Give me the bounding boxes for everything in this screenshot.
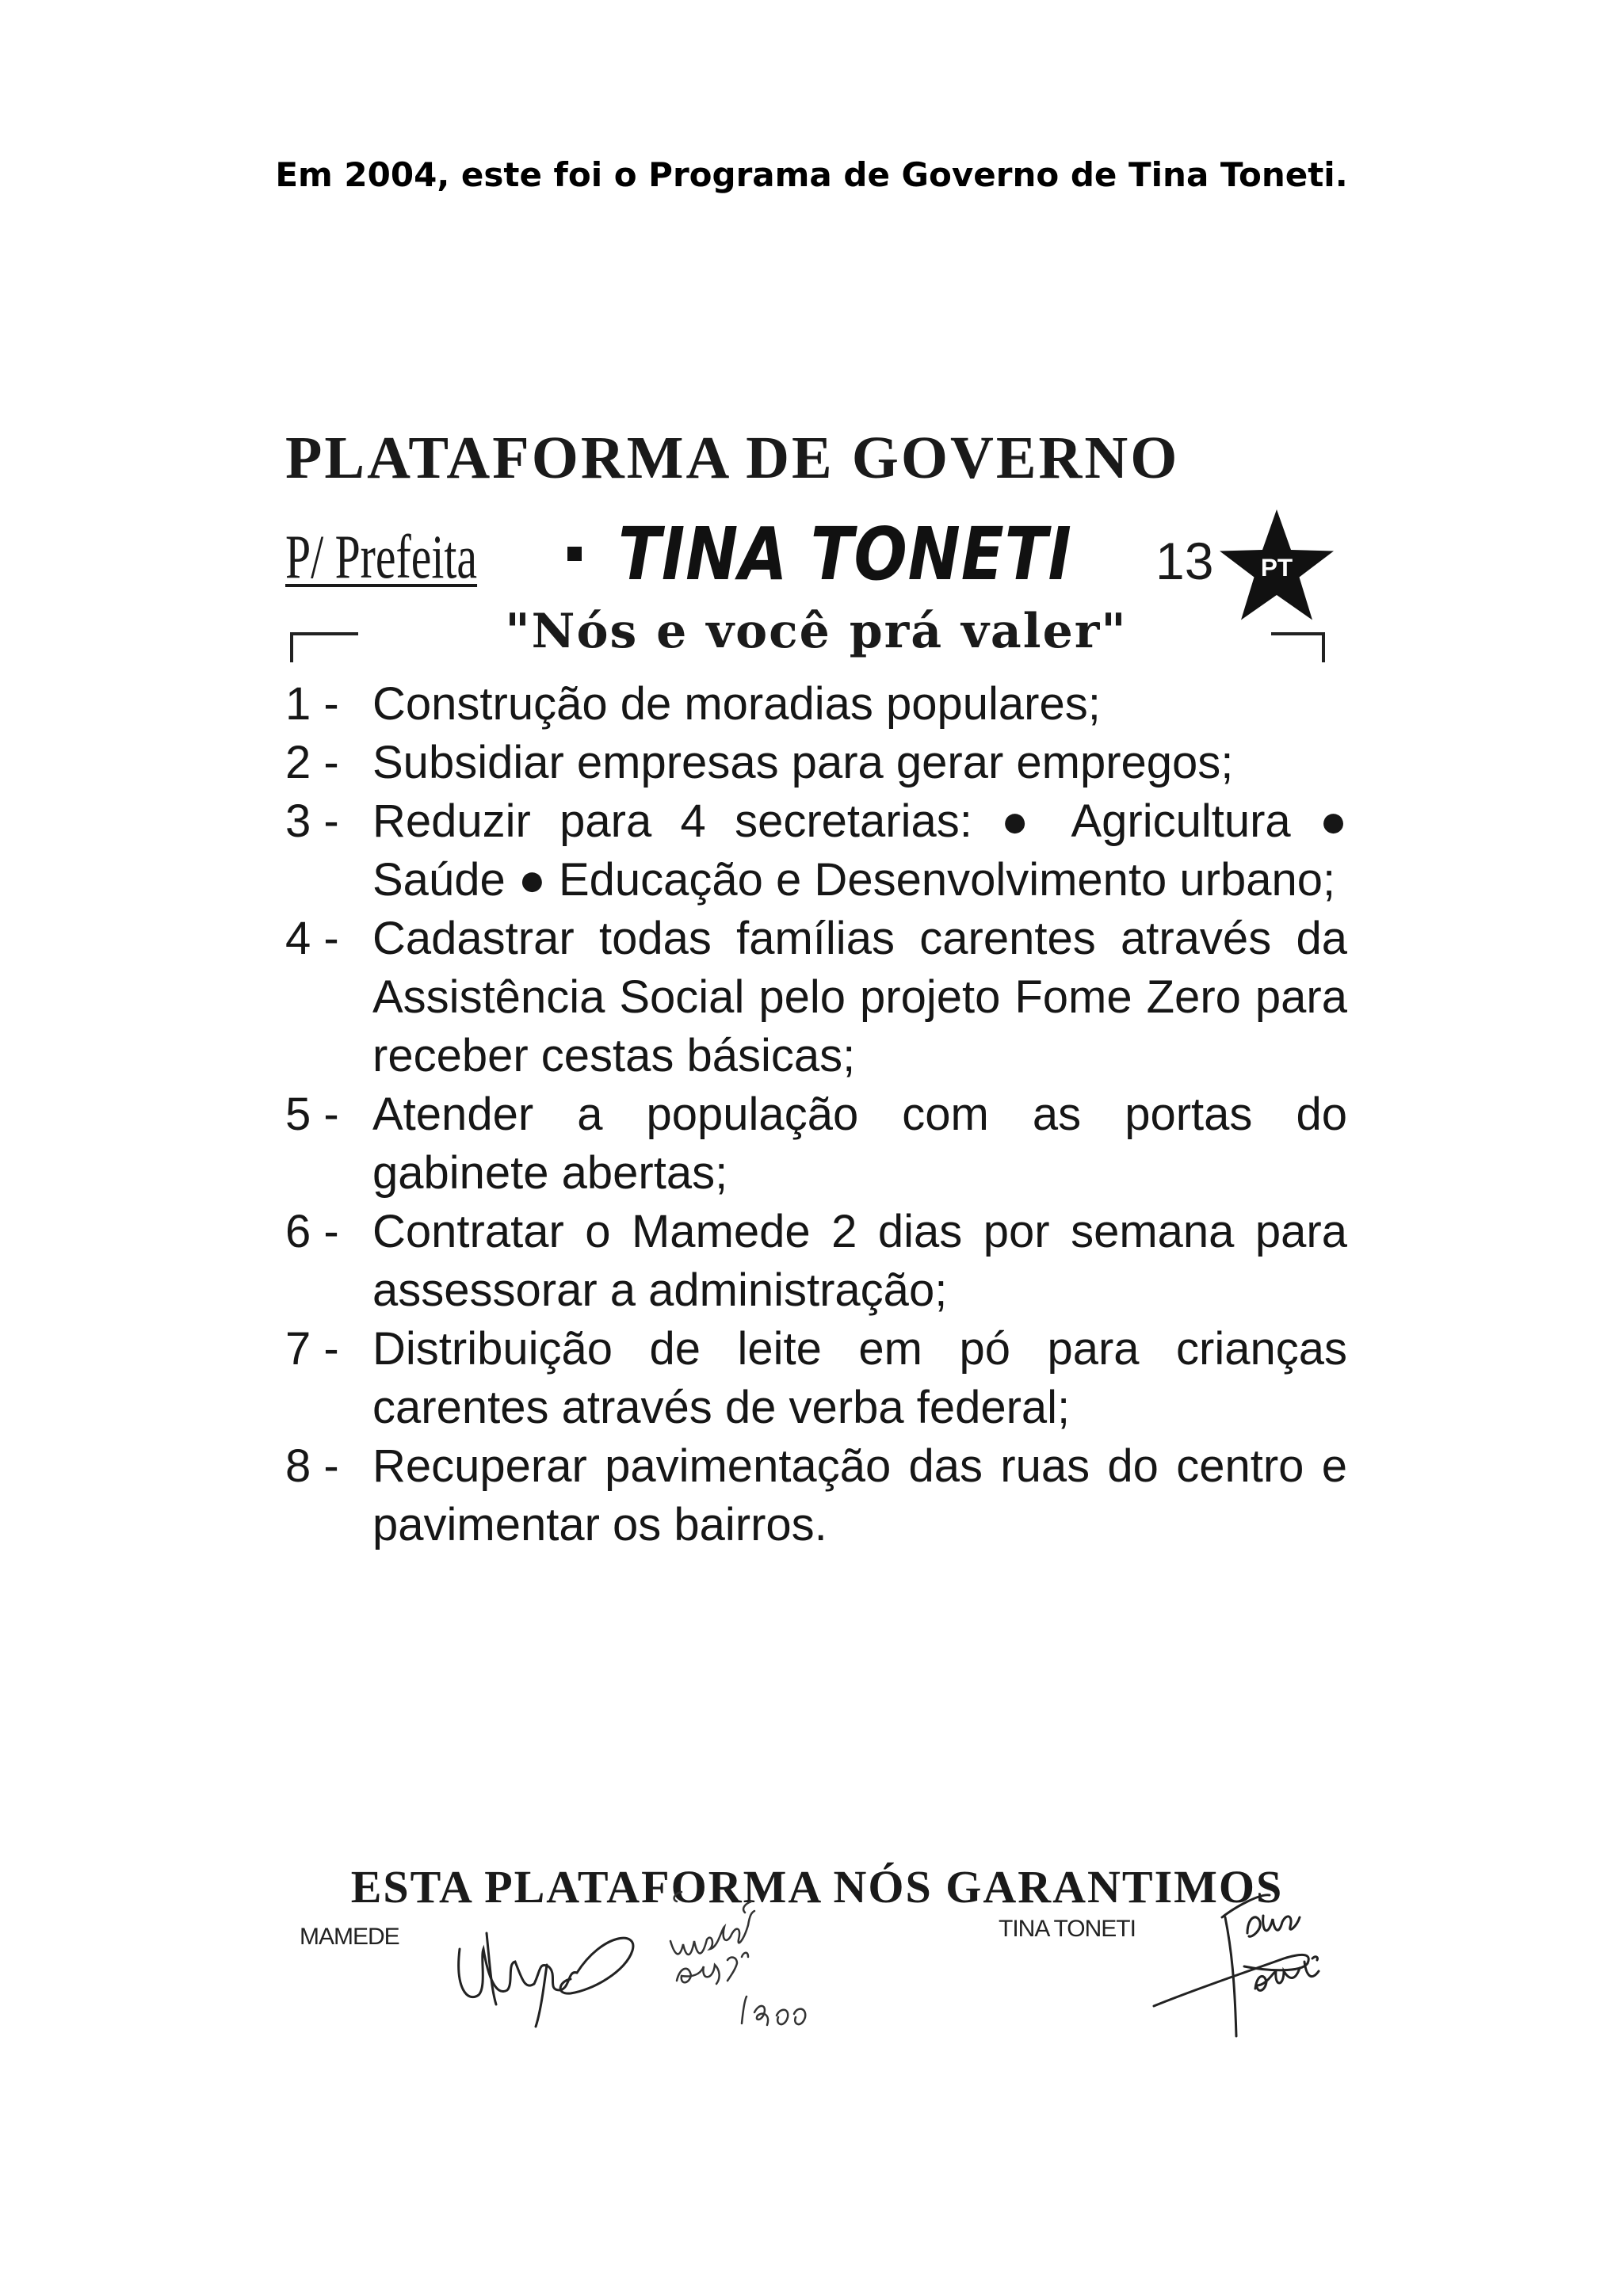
signature-mamede	[452, 1901, 642, 2028]
item-text: Reduzir para 4 secretarias: ● Agricultura ● Saúde ● Educação e Desenvolvimento urbano;	[372, 795, 1347, 906]
slogan-frame	[285, 604, 1347, 673]
item-number: 8 -	[285, 1440, 339, 1492]
signature-label-right: TINA TONETI	[999, 1916, 1136, 1942]
signature-tina	[1149, 1886, 1339, 2044]
item-number: 3 -	[285, 795, 339, 847]
platform-item	[285, 1085, 1347, 1203]
slogan-tick-left	[290, 632, 293, 662]
platform-item	[285, 910, 1347, 1085]
slogan-tick-right	[1322, 632, 1325, 662]
item-text: Recuperar pavimentação das ruas do centro e pavimentar os bairros.	[372, 1440, 1347, 1550]
slogan-rule-right	[1271, 632, 1325, 635]
candidate-number: 13	[1155, 532, 1214, 590]
candidate-row	[285, 512, 1347, 618]
item-number: 2 -	[285, 737, 339, 788]
platform-item	[285, 675, 1347, 734]
campaign-flyer	[285, 425, 1347, 2068]
separator-square-icon	[567, 547, 582, 561]
item-number: 1 -	[285, 678, 339, 730]
item-text: Contratar o Mamede 2 dias por semana para assessorar a administração;	[372, 1206, 1347, 1316]
party-label: PT	[1260, 553, 1293, 582]
slogan: "Nós e você prá valer"	[505, 604, 1128, 659]
platform-item	[285, 734, 1347, 792]
office-label: P/ Prefeita	[285, 522, 478, 591]
item-number: 4 -	[285, 913, 339, 964]
flyer-title: PLATAFORMA DE GOVERNO	[285, 425, 1180, 491]
slogan-rule-left	[290, 632, 358, 635]
platform-item	[285, 792, 1347, 910]
platform-item	[285, 1320, 1347, 1437]
item-text: Cadastrar todas famílias carentes através da Assistência Social pelo projeto Fome Zero para receber cestas básicas;	[372, 913, 1347, 1081]
platform-item	[285, 1437, 1347, 1554]
item-text: Atender a população com as portas do gabinete abertas;	[372, 1089, 1347, 1199]
platform-item	[285, 1203, 1347, 1320]
candidate-name: TINA TONETI	[618, 512, 1072, 597]
item-number: 7 -	[285, 1323, 339, 1375]
handwritten-note	[666, 1881, 864, 2063]
platform-list	[285, 675, 1347, 1554]
item-number: 6 -	[285, 1206, 339, 1257]
page-caption: Em 2004, este foi o Programa de Governo de Tina Toneti.	[275, 155, 1348, 194]
guarantee-statement: ESTA PLATAFORMA NÓS GARANTIMOS	[350, 1861, 1284, 1913]
item-text: Subsidiar empresas para gerar empregos;	[372, 737, 1234, 788]
item-text: Distribuição de leite em pó para crianças carentes através de verba federal;	[372, 1323, 1347, 1433]
item-text: Construção de moradias populares;	[372, 678, 1101, 730]
item-number: 5 -	[285, 1089, 339, 1140]
signature-label-left: MAMEDE	[300, 1924, 399, 1950]
